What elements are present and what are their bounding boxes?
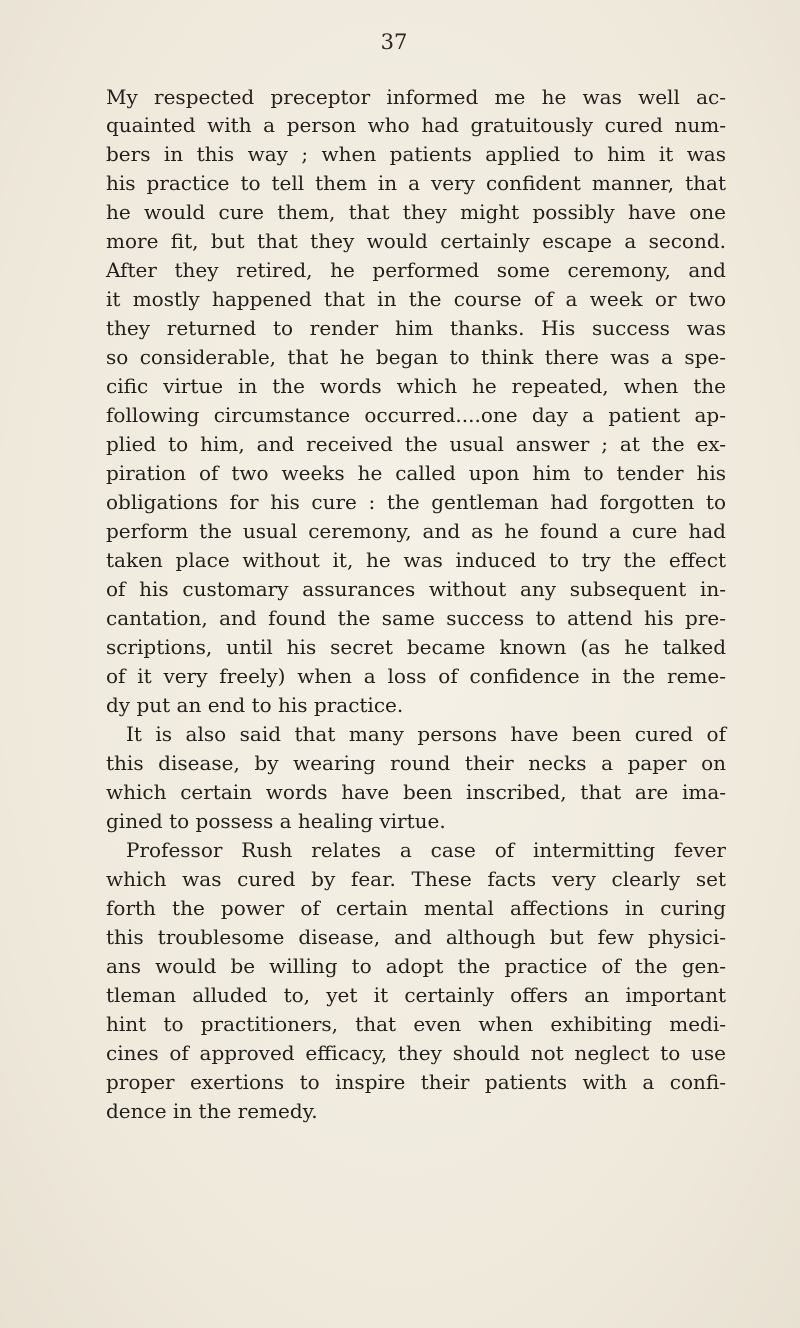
- text-line: tleman alluded to, yet it certainly offers an important: [106, 983, 726, 1007]
- text-line: they returned to render him thanks. His success was: [106, 316, 726, 340]
- text-line: of it very freely) when a loss of confidence in the reme-: [106, 664, 726, 688]
- text-line: perform the usual ceremony, and as he found a cure had: [106, 519, 726, 543]
- text-line: obligations for his cure : the gentleman had forgotten to: [106, 490, 726, 514]
- text-line: more fit, but that they would certainly escape a second.: [106, 229, 726, 253]
- text-line: forth the power of certain mental affections in curing: [106, 896, 726, 920]
- text-line: It is also said that many persons have been cured of: [126, 722, 726, 746]
- page-number: 37: [380, 30, 408, 54]
- text-line: following circumstance occurred....one day a patient ap-: [106, 403, 726, 427]
- text-line: scriptions, until his secret became known (as he talked: [106, 635, 726, 659]
- text-line: piration of two weeks he called upon him to tender his: [106, 461, 726, 485]
- text-line: Professor Rush relates a case of intermitting fever: [126, 838, 726, 862]
- text-line: cines of approved efficacy, they should not neglect to use: [106, 1041, 726, 1065]
- text-line: so considerable, that he began to think there was a spe-: [106, 345, 726, 369]
- text-line: bers in this way ; when patients applied to him it was: [106, 142, 726, 166]
- text-line: of his customary assurances without any subsequent in-: [106, 577, 726, 601]
- text-line: dy put an end to his practice.: [106, 693, 404, 717]
- text-line: ans would be willing to adopt the practice of the gen-: [106, 954, 726, 978]
- text-line: gined to possess a healing virtue.: [106, 809, 446, 833]
- text-line: his practice to tell them in a very confident manner, that: [106, 171, 726, 195]
- text-line: plied to him, and received the usual answer ; at the ex-: [106, 432, 726, 456]
- text-line: cantation, and found the same success to attend his pre-: [106, 606, 726, 630]
- text-line: taken place without it, he was induced to try the effect: [106, 548, 726, 572]
- text-line: hint to practitioners, that even when exhibiting medi-: [106, 1012, 726, 1036]
- text-line: which was cured by fear. These facts very clearly set: [106, 867, 726, 891]
- text-line: My respected preceptor informed me he was well ac-: [106, 85, 726, 109]
- text-line: After they retired, he performed some ceremony, and: [106, 258, 726, 282]
- text-line: cific virtue in the words which he repeated, when the: [106, 374, 726, 398]
- text-line: this troublesome disease, and although but few physici-: [106, 925, 726, 949]
- text-line: he would cure them, that they might possibly have one: [106, 200, 726, 224]
- text-line: quainted with a person who had gratuitously cured num-: [106, 113, 726, 137]
- text-line: proper exertions to inspire their patients with a confi-: [106, 1070, 726, 1094]
- text-line: this disease, by wearing round their necks a paper on: [106, 751, 726, 775]
- text-line: it mostly happened that in the course of a week or two: [106, 287, 726, 311]
- text-line: dence in the remedy.: [106, 1099, 318, 1123]
- text-line: which certain words have been inscribed, that are ima-: [106, 780, 726, 804]
